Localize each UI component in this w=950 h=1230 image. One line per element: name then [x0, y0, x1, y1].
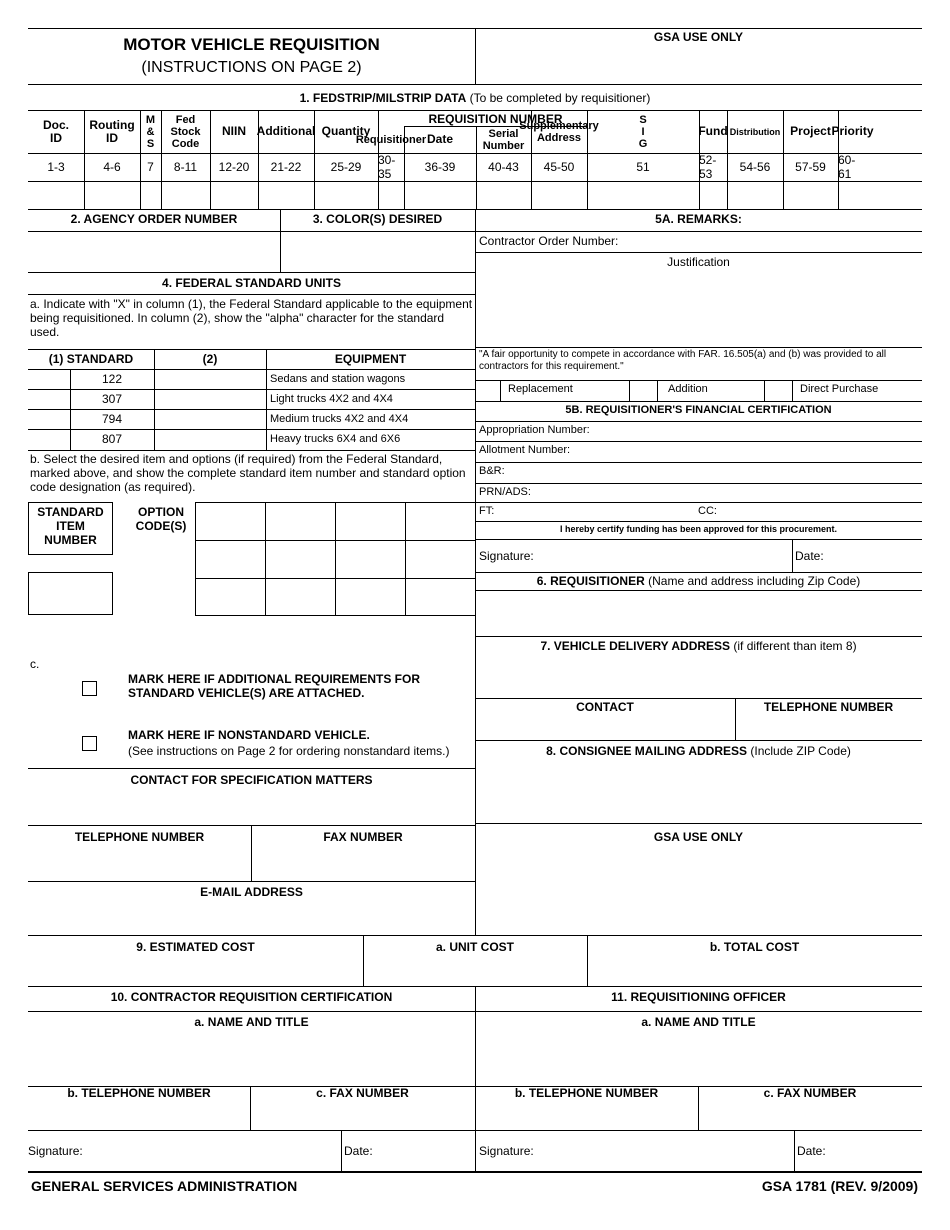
fedstrip-code-15: 60-61: [838, 153, 856, 181]
line: [475, 347, 922, 348]
line: [28, 935, 922, 936]
fedstrip-code-11: 51: [636, 160, 650, 174]
fedstrip-code-1: 4-6: [103, 160, 121, 174]
fedstrip-code-12: 52-53: [699, 153, 717, 181]
standard-number: 122: [101, 372, 123, 386]
fedstrip-code-10: 45-50: [543, 160, 575, 174]
line: [28, 1130, 922, 1131]
standard-item-number-label: STANDARD ITEM NUMBER: [37, 505, 104, 547]
line: [28, 881, 475, 882]
officer-name-field[interactable]: [476, 1031, 922, 1086]
total-cost-field[interactable]: [588, 956, 922, 986]
line: [28, 84, 922, 85]
fedstrip-input-7[interactable]: [379, 182, 404, 209]
allotment-label: Allotment Number:: [479, 444, 571, 456]
prn-label: PRN/ADS:: [479, 486, 531, 498]
fedstrip-code-8: 36-39: [424, 160, 456, 174]
financial-date-label: Date:: [795, 549, 824, 563]
appropriation-label: Appropriation Number:: [479, 424, 590, 436]
line: [475, 502, 922, 503]
fedstrip-header-15: Priority: [831, 124, 874, 138]
fedstrip-code-4: 12-20: [218, 160, 250, 174]
gsa-use-only-2: GSA USE ONLY: [653, 830, 744, 844]
line: [657, 380, 658, 401]
standard-number: 794: [101, 412, 123, 426]
footer-agency: GENERAL SERVICES ADMINISTRATION: [31, 1178, 298, 1194]
standard-x-field[interactable]: [29, 390, 70, 409]
financial-heading: 5B. REQUISITIONER'S FINANCIAL CERTIFICATION: [565, 404, 832, 416]
fedstrip-input-6[interactable]: [315, 182, 378, 209]
agency-order-heading: 2. AGENCY ORDER NUMBER: [70, 212, 238, 226]
fedstrip-input-12[interactable]: [700, 182, 727, 209]
line: [266, 349, 267, 450]
contractor-name-label: a. NAME AND TITLE: [194, 1015, 309, 1029]
option-codes-label: OPTION CODE(S): [135, 505, 187, 533]
fedstrip-header-10: Supplementary Address: [519, 119, 599, 144]
fedstrip-input-3[interactable]: [162, 182, 210, 209]
fedstrip-input-9[interactable]: [477, 182, 531, 209]
ft-label: FT:: [479, 505, 495, 517]
instruction-b: b. Select the desired item and options (if required) from the Federal Standard, marked above, and show the complete standard item number and standard option code designation (as required).: [30, 452, 466, 494]
requisitioner-field[interactable]: [476, 591, 922, 636]
colors-field[interactable]: [281, 232, 474, 271]
nonstandard-checkbox[interactable]: [82, 736, 97, 751]
delivery-heading: 7. VEHICLE DELIVERY ADDRESS (if different than item 8): [540, 639, 857, 653]
justification-label: Justification: [667, 255, 730, 269]
option-code-field[interactable]: [266, 541, 335, 615]
option-code-field[interactable]: [266, 503, 335, 540]
equipment-text: Heavy trucks 6X4 and 6X6: [270, 433, 401, 445]
spec-fax-label: FAX NUMBER: [323, 830, 403, 844]
equipment-text: Sedans and station wagons: [270, 373, 406, 385]
line: [28, 349, 475, 350]
line: [475, 572, 922, 573]
fedstrip-code-6: 25-29: [330, 160, 362, 174]
colors-heading: 3. COLOR(S) DESIRED: [312, 212, 443, 226]
fedstrip-input-14[interactable]: [784, 182, 838, 209]
fedstrip-code-9: 40-43: [488, 160, 519, 174]
contractor-cert-heading: 10. CONTRACTOR REQUISITION CERTIFICATION: [110, 990, 393, 1004]
fedstrip-header-11: S I G: [638, 113, 648, 150]
contractor-date-label: Date:: [344, 1144, 373, 1158]
alpha-field[interactable]: [155, 390, 266, 409]
alpha-field[interactable]: [155, 410, 266, 429]
direct-purchase-label: Direct Purchase: [800, 383, 879, 395]
fedstrip-heading: 1. FEDSTRIP/MILSTRIP DATA (To be completed by requisitioner): [299, 91, 651, 105]
fedstrip-header-7: Requisitioner: [355, 133, 427, 146]
fedstrip-header-14: Project: [790, 124, 831, 138]
fedstrip-input-13[interactable]: [728, 182, 783, 209]
col-2-header: (2): [202, 352, 218, 366]
fedstrip-input-15[interactable]: [839, 182, 867, 209]
instruction-a: a. Indicate with "X" in column (1), the Federal Standard applicable to the equipment being requisitioned. In column (2), show the "alpha" character for the standard used.: [30, 297, 473, 339]
line: [28, 768, 475, 769]
delivery-address-field[interactable]: [476, 655, 922, 698]
fedstrip-header-2: M & S: [145, 113, 156, 150]
fedstrip-input-4[interactable]: [211, 182, 258, 209]
fedstrip-input-8[interactable]: [405, 182, 476, 209]
fedstrip-header-9: Serial Number: [482, 127, 525, 152]
line: [28, 1011, 922, 1012]
addition-checkbox[interactable]: [630, 381, 657, 401]
contractor-fax-label: c. FAX NUMBER: [316, 1086, 409, 1100]
option-code-field[interactable]: [406, 541, 475, 615]
line: [792, 380, 793, 401]
line: [475, 636, 922, 637]
alpha-field[interactable]: [155, 430, 266, 449]
fedstrip-code-2: 7: [147, 160, 154, 174]
fedstrip-header-4: NIIN: [222, 124, 246, 138]
standard-number: 807: [101, 432, 123, 446]
total-cost-label: b. TOTAL COST: [709, 940, 800, 954]
requisition-form: [28, 28, 922, 1194]
line: [500, 380, 501, 401]
bottom-border: [28, 1171, 922, 1173]
contact-spec-heading: CONTACT FOR SPECIFICATION MATTERS: [130, 773, 373, 787]
agency-order-field[interactable]: [29, 232, 279, 271]
spec-telephone-label: TELEPHONE NUMBER: [74, 830, 205, 844]
gsa-use-only-header: GSA USE ONLY: [653, 30, 744, 44]
fedstrip-input-10[interactable]: [532, 182, 587, 209]
line: [28, 272, 475, 273]
consignee-heading: 8. CONSIGNEE MAILING ADDRESS (Include ZIP Code): [546, 744, 851, 758]
nonstandard-note: (See instructions on Page 2 for ordering nonstandard items.): [128, 744, 450, 758]
line: [475, 252, 922, 253]
br-label: B&R:: [479, 465, 505, 477]
contractor-name-field[interactable]: [29, 1031, 475, 1086]
contact-spec-field[interactable]: [29, 789, 475, 825]
fair-opportunity-text: "A fair opportunity to compete in accordance with FAR. 16.505(a) and (b) was provided to all contractors for this requirement.": [479, 349, 887, 372]
line: [341, 1130, 342, 1172]
fedstrip-header-0: Doc. ID: [42, 117, 69, 145]
equipment-text: Light trucks 4X2 and 4X4: [270, 393, 393, 405]
alpha-field[interactable]: [155, 370, 266, 389]
form-subtitle: (INSTRUCTIONS ON PAGE 2): [141, 59, 362, 76]
option-grid-line: [195, 615, 475, 616]
remarks-heading: 5A. REMARKS:: [655, 212, 742, 226]
fedstrip-code-0: 1-3: [47, 160, 65, 174]
fedstrip-code-7: 30-35: [378, 153, 396, 181]
consignee-field[interactable]: [476, 760, 922, 822]
line: [475, 421, 922, 422]
line: [28, 450, 475, 451]
replacement-checkbox[interactable]: [476, 381, 500, 401]
standard-x-field[interactable]: [29, 370, 70, 389]
equipment-text: Medium trucks 4X2 and 4X4: [270, 413, 409, 425]
officer-name-label: a. NAME AND TITLE: [641, 1015, 756, 1029]
unit-cost-field[interactable]: [364, 956, 587, 986]
standard-col-header: (1) STANDARD: [48, 352, 134, 366]
fedstrip-header-6: Quantity: [321, 124, 371, 138]
fedstrip-input-11[interactable]: [588, 182, 699, 209]
fedstrip-input-2[interactable]: [141, 182, 161, 209]
equipment-col-header: EQUIPMENT: [334, 352, 407, 366]
delivery-contact-label: CONTACT: [576, 700, 634, 714]
c-label: c.: [30, 657, 40, 671]
option-code-field[interactable]: [336, 541, 405, 615]
direct-purchase-checkbox[interactable]: [765, 381, 792, 401]
additional-requirements-checkbox[interactable]: [82, 681, 97, 696]
line: [475, 823, 922, 824]
standard-x-field[interactable]: [29, 410, 70, 429]
line: [28, 294, 475, 295]
line: [475, 441, 922, 442]
option-code-field[interactable]: [196, 503, 265, 540]
line: [475, 539, 922, 540]
standard-item-number-field[interactable]: [28, 572, 113, 615]
addition-label: Addition: [668, 383, 708, 395]
contractor-order-label: Contractor Order Number:: [479, 234, 619, 248]
fedstrip-input-5[interactable]: [259, 182, 314, 209]
fedstrip-input-0[interactable]: [29, 182, 84, 209]
line: [475, 380, 922, 381]
additional-requirements-label: MARK HERE IF ADDITIONAL REQUIREMENTS FOR STANDARD VEHICLE(S) ARE ATTACHED.: [128, 672, 421, 700]
line: [475, 483, 922, 484]
requisition-number-heading: REQUISITION NUMBER: [428, 112, 563, 126]
estimated-cost-label: 9. ESTIMATED COST: [136, 940, 255, 954]
certify-text: I hereby certify funding has been approved for this procurement.: [559, 524, 838, 534]
fedstrip-header-1: Routing ID: [89, 117, 135, 145]
line: [794, 1130, 795, 1172]
form-title: MOTOR VEHICLE REQUISITION: [123, 35, 380, 54]
requisitioner-heading: 6. REQUISITIONER (Name and address including Zip Code): [536, 574, 861, 588]
officer-signature-label: Signature:: [479, 1144, 534, 1158]
gsa-use-only-field[interactable]: [476, 46, 922, 84]
justification-field[interactable]: [476, 271, 922, 347]
email-label: E-MAIL ADDRESS: [200, 885, 303, 899]
unit-cost-label: a. UNIT COST: [435, 940, 514, 954]
fedstrip-header-13: Distribution: [729, 126, 781, 137]
option-code-field[interactable]: [196, 541, 265, 615]
fedstrip-code-3: 8-11: [173, 160, 198, 174]
nonstandard-label: MARK HERE IF NONSTANDARD VEHICLE.: [128, 728, 370, 742]
option-code-field[interactable]: [406, 503, 475, 540]
fedstrip-input-1[interactable]: [85, 182, 140, 209]
officer-heading: 11. REQUISITIONING OFFICER: [611, 990, 786, 1004]
delivery-telephone-label: TELEPHONE NUMBER: [763, 700, 894, 714]
replacement-label: Replacement: [508, 383, 573, 395]
line: [475, 740, 922, 741]
officer-date-label: Date:: [797, 1144, 826, 1158]
standard-number: 307: [101, 392, 123, 406]
fedstrip-code-13: 54-56: [739, 160, 771, 174]
option-code-field[interactable]: [336, 503, 405, 540]
email-field[interactable]: [29, 901, 475, 935]
fedstrip-code-14: 57-59: [795, 160, 826, 174]
fedstrip-header-3: Fed Stock Code: [170, 113, 201, 150]
line: [475, 521, 922, 522]
footer-form-number: GSA 1781 (REV. 9/2009): [761, 1178, 918, 1194]
line: [475, 462, 922, 463]
officer-fax-label: c. FAX NUMBER: [763, 1086, 857, 1100]
fedstrip-header-8: Date: [426, 132, 453, 146]
cc-label: CC:: [698, 505, 717, 517]
fedstrip-header-12: Fund: [698, 124, 728, 138]
line: [475, 401, 922, 402]
fedstrip-header-5: Additional: [256, 124, 316, 138]
fed-std-heading: 4. FEDERAL STANDARD UNITS: [162, 276, 341, 290]
standard-x-field[interactable]: [29, 430, 70, 449]
officer-telephone-label: b. TELEPHONE NUMBER: [514, 1086, 659, 1100]
fedstrip-code-5: 21-22: [270, 160, 302, 174]
contractor-signature-label: Signature:: [28, 1144, 83, 1158]
financial-signature-label: Signature:: [479, 549, 534, 563]
line: [792, 539, 793, 572]
contractor-telephone-label: b. TELEPHONE NUMBER: [67, 1086, 211, 1100]
line: [475, 698, 922, 699]
